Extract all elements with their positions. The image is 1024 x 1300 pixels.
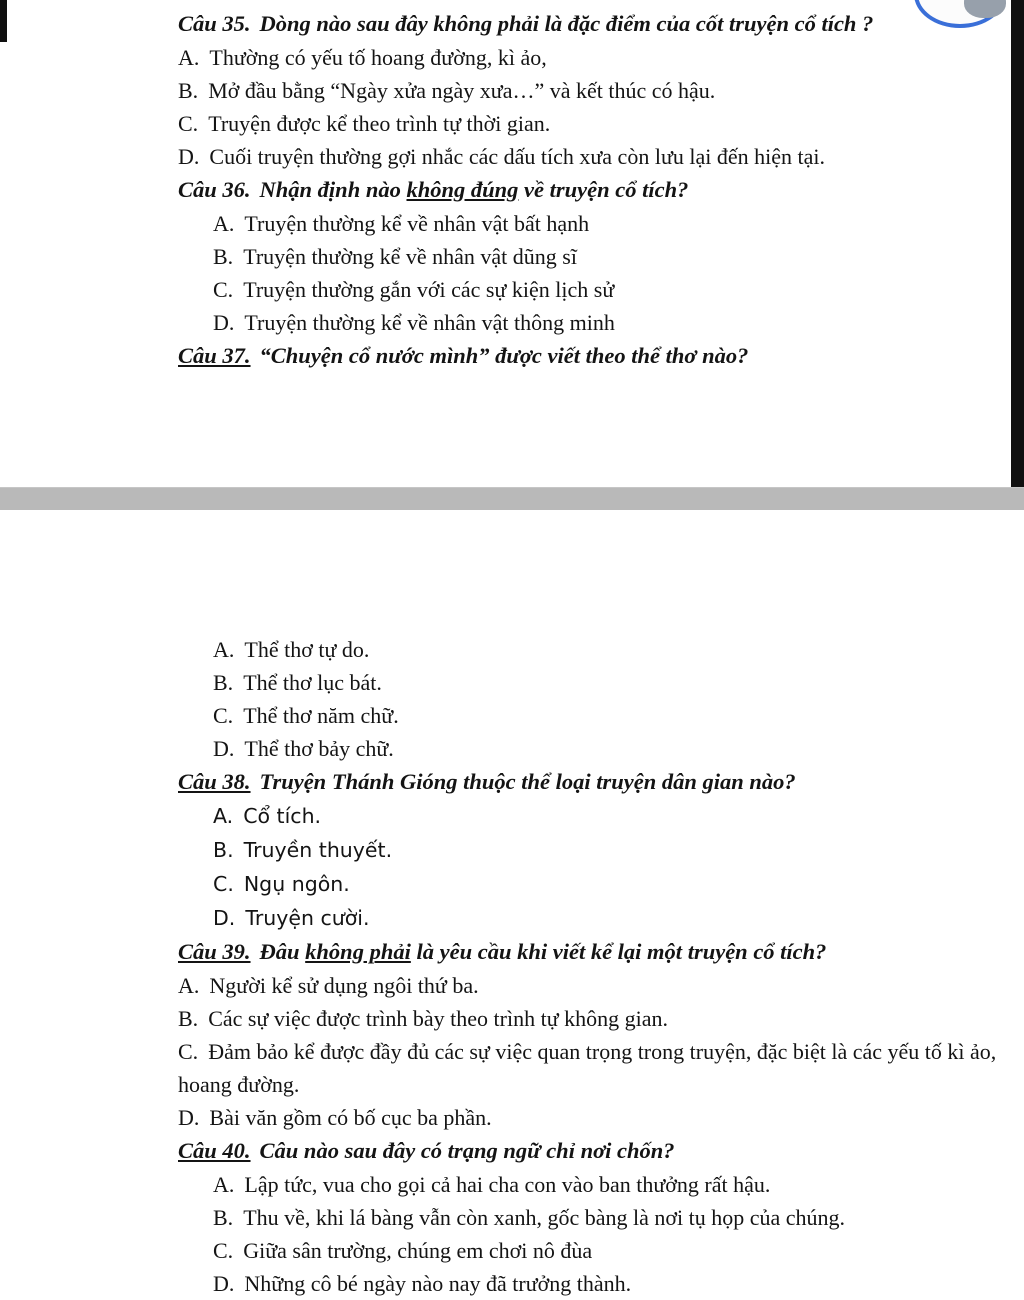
option-text: Truyện thường kể về nhân vật bất hạnh — [244, 211, 590, 236]
option-text: Thể thơ bảy chữ. — [244, 736, 394, 761]
question-title-part: Truyện Thánh Gióng thuộc thể loại truyện dân gian nào? — [259, 769, 796, 794]
option-text: Truyện cười. — [245, 906, 370, 930]
option-letter: D. — [213, 906, 236, 930]
option-text: Truyền thuyết. — [243, 838, 393, 862]
option-letter: B. — [178, 78, 199, 103]
option-letter: A. — [213, 211, 235, 236]
option-letter: C. — [213, 277, 234, 302]
option-text: Thu về, khi lá bàng vẫn còn xanh, gốc bàng là nơi tụ họp của chúng. — [243, 1205, 845, 1230]
answer-option — [178, 74, 1014, 107]
question-block — [178, 765, 1014, 935]
question-title-part: Câu nào sau đây có trạng ngữ chỉ nơi chốn? — [259, 1138, 675, 1163]
option-text: Thể thơ năm chữ. — [243, 703, 399, 728]
option-letter: B. — [213, 670, 234, 695]
option-text: Ngụ ngôn. — [243, 872, 350, 896]
question-header — [178, 339, 1014, 373]
option-letter: A. — [213, 1172, 235, 1197]
question-title-part: Dòng nào sau đây không phải là đặc điểm của cốt truyện cổ tích ? — [259, 11, 874, 36]
option-letter: A. — [213, 637, 235, 662]
section-divider — [0, 487, 1024, 510]
option-letter: C. — [178, 111, 199, 136]
question-header — [178, 1134, 1014, 1168]
answer-option — [178, 1035, 1014, 1101]
answer-option — [178, 969, 1014, 1002]
answer-option — [178, 140, 1014, 173]
question-block — [178, 339, 1014, 373]
option-letter: A. — [178, 973, 200, 998]
answer-option — [178, 207, 1014, 240]
option-letter: C. — [213, 703, 234, 728]
question-block — [178, 935, 1014, 1134]
option-text: Cổ tích. — [243, 804, 322, 828]
answer-option — [178, 833, 1014, 867]
option-letter: D. — [213, 736, 235, 761]
question-title-part: không đúng — [406, 177, 519, 202]
option-text: Bài văn gồm có bố cục ba phần. — [209, 1105, 492, 1130]
option-text: Thường có yếu tố hoang đường, kì ảo, — [209, 45, 547, 70]
answer-option — [178, 1201, 1014, 1234]
option-letter: B. — [178, 1006, 199, 1031]
option-text: Truyện thường kể về nhân vật thông minh — [244, 310, 615, 335]
option-text: Truyện thường kể về nhân vật dũng sĩ — [243, 244, 577, 269]
option-text: Những cô bé ngày nào nay đã trưởng thành. — [244, 1271, 632, 1296]
option-text: Các sự việc được trình bày theo trình tự không gian. — [208, 1006, 668, 1031]
option-letter: C. — [213, 872, 234, 896]
question-block — [178, 173, 1014, 339]
question-block — [178, 7, 1014, 173]
answer-option — [178, 1002, 1014, 1035]
option-text: Cuối truyện thường gợi nhắc các dấu tích xưa còn lưu lại đến hiện tại. — [209, 144, 825, 169]
answer-option — [178, 1234, 1014, 1267]
question-header — [178, 935, 1014, 969]
option-letter: D. — [213, 310, 235, 335]
answer-option — [178, 732, 1014, 765]
answer-option — [178, 633, 1014, 666]
answer-option — [178, 107, 1014, 140]
option-text: Truyện thường gắn với các sự kiện lịch sử — [243, 277, 615, 302]
question-number: Câu 38. — [178, 769, 251, 794]
question-block — [178, 633, 1014, 765]
answer-option — [178, 240, 1014, 273]
answer-option — [178, 901, 1014, 935]
question-header — [178, 7, 1014, 41]
question-number: Câu 37. — [178, 343, 251, 368]
option-text: Thể thơ lục bát. — [243, 670, 382, 695]
answer-option — [178, 1168, 1014, 1201]
option-letter: B. — [213, 244, 234, 269]
option-letter: D. — [178, 144, 200, 169]
option-letter: D. — [178, 1105, 200, 1130]
questions-section-top — [178, 7, 1014, 373]
option-letter: D. — [213, 1271, 235, 1296]
option-text: Lập tức, vua cho gọi cả hai cha con vào ban thưởng rất hậu. — [244, 1172, 771, 1197]
option-text: Giữa sân trường, chúng em chơi nô đùa — [243, 1238, 593, 1263]
answer-option — [178, 306, 1014, 339]
question-title-part: là yêu cầu khi viết kể lại một truyện cổ tích? — [410, 939, 827, 964]
answer-option — [178, 1267, 1014, 1300]
question-title-part: về truyện cổ tích? — [518, 177, 689, 202]
question-number: Câu 39. — [178, 939, 251, 964]
question-number: Câu 35. — [178, 11, 251, 36]
option-letter: C. — [213, 1238, 234, 1263]
question-header — [178, 173, 1014, 207]
question-title-part: Đâu — [259, 939, 306, 964]
scan-edge-left — [0, 0, 7, 42]
option-text: Truyện được kể theo trình tự thời gian. — [208, 111, 551, 136]
question-title-part: không phải — [305, 939, 411, 964]
answer-option — [178, 699, 1014, 732]
answer-option — [178, 273, 1014, 306]
answer-option — [178, 867, 1014, 901]
questions-section-bottom — [178, 633, 1014, 1300]
question-number: Câu 40. — [178, 1138, 251, 1163]
answer-option — [178, 41, 1014, 74]
question-title-part: Nhận định nào — [259, 177, 407, 202]
question-title-part: “Chuyện cổ nước mình” được viết theo thể thơ nào? — [259, 343, 749, 368]
option-letter: A. — [213, 804, 234, 828]
answer-option — [178, 1101, 1014, 1134]
option-letter: B. — [213, 838, 234, 862]
answer-option — [178, 799, 1014, 833]
answer-option — [178, 666, 1014, 699]
option-text: Đảm bảo kể được đầy đủ các sự việc quan trọng trong truyện, đặc biệt là các yếu tố kì ảo, hoang đường. — [178, 1039, 997, 1097]
option-text: Mở đầu bằng “Ngày xửa ngày xưa…” và kết thúc có hậu. — [208, 78, 716, 103]
question-header — [178, 765, 1014, 799]
option-text: Thể thơ tự do. — [244, 637, 370, 662]
option-letter: B. — [213, 1205, 234, 1230]
option-text: Người kể sử dụng ngôi thứ ba. — [209, 973, 479, 998]
question-block — [178, 1134, 1014, 1300]
question-number: Câu 36. — [178, 177, 251, 202]
option-letter: C. — [178, 1039, 199, 1064]
option-letter: A. — [178, 45, 200, 70]
